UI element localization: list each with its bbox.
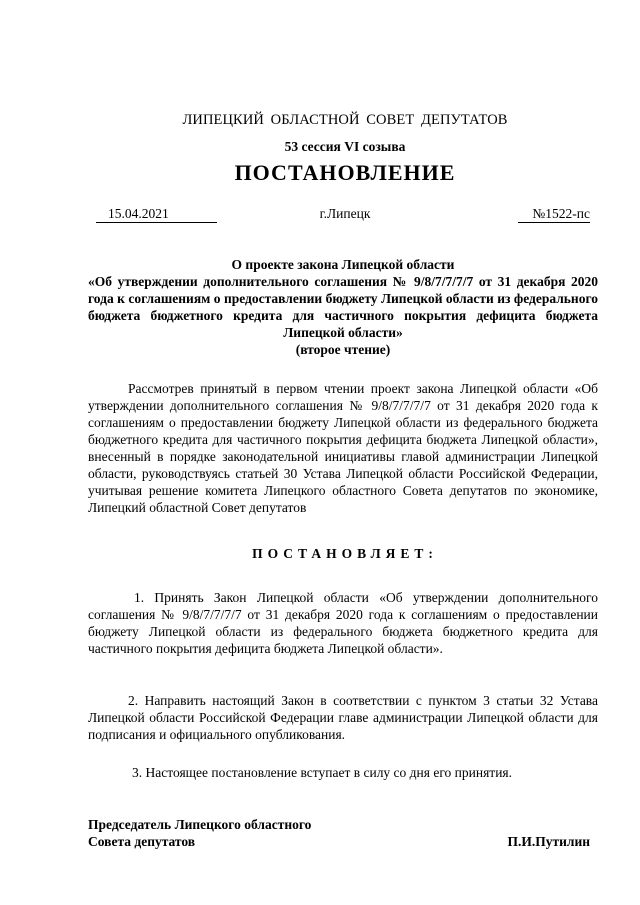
document-heading xyxy=(88,256,598,358)
heading-line-reading: (второе чтение) xyxy=(295,342,391,357)
document-type-title: ПОСТАНОВЛЕНИЕ xyxy=(234,160,456,185)
resolves-heading: ПОСТАНОВЛЯЕТ: xyxy=(252,546,438,561)
resolution-item-1: 1. Принять Закон Липецкой области «Об утверждении дополнительного соглашения № 9/8/7/7/7/7 от 31 декабря 2020 года к соглашениям о предоставлении бюджету Липецкой области из федерального бюджета бюджетного кредита для частичного покрытия дефицита бюджета Липецкой области». xyxy=(88,590,598,656)
signatory-position-line-1: Председатель Липецкого областного xyxy=(88,817,312,832)
resolution-item-3: 3. Настоящее постановление вступает в силу со дня его принятия. xyxy=(132,765,513,780)
document-number: №1522-пс xyxy=(518,206,590,223)
preamble-paragraph: Рассмотрев принятый в первом чтении проект закона Липецкой области «Об утверждении дополнительного соглашения № 9/8/7/7/7/7 от 31 декабря 2020 года к соглашениям о предоставлении бюджету Липецкой области из федерального бюджета бюджетного кредита для частичного покрытия дефицита бюджета Липецкой области», внесенный в порядке законодательной инициативы главой администрации Липецкой области, руководствуясь статьей 30 Устава Липецкой области Российской Федерации, учитывая решение комитета Липецкого областного Совета депутатов по экономике, Липецкий областной Совет депутатов xyxy=(88,381,598,515)
organization-name: ЛИПЕЦКИЙ ОБЛАСТНОЙ СОВЕТ ДЕПУТАТОВ xyxy=(182,112,508,128)
document-city: г.Липецк xyxy=(319,206,371,221)
signatory-position-line-2: Совета депутатов xyxy=(88,834,196,849)
session-line: 53 сессия VI созыва xyxy=(284,139,406,154)
signatory-name: П.И.Путилин xyxy=(507,834,590,849)
document-date: 15.04.2021 xyxy=(96,206,217,223)
heading-line-law-title: «Об утверждении дополнительного соглашения № 9/8/7/7/7/7 от 31 декабря 2020 года к соглашениям о предоставлении бюджету Липецкой области из федерального бюджета бюджетного кредита для частичного покрытия дефицита бюджета Липецкой области» xyxy=(88,274,598,340)
heading-line-subject: О проекте закона Липецкой области xyxy=(231,257,455,272)
resolution-item-2: 2. Направить настоящий Закон в соответствии с пунктом 3 статьи 32 Устава Липецкой области Российской Федерации главе администрации Липецкой области для подписания и официального опубликования. xyxy=(88,693,598,742)
